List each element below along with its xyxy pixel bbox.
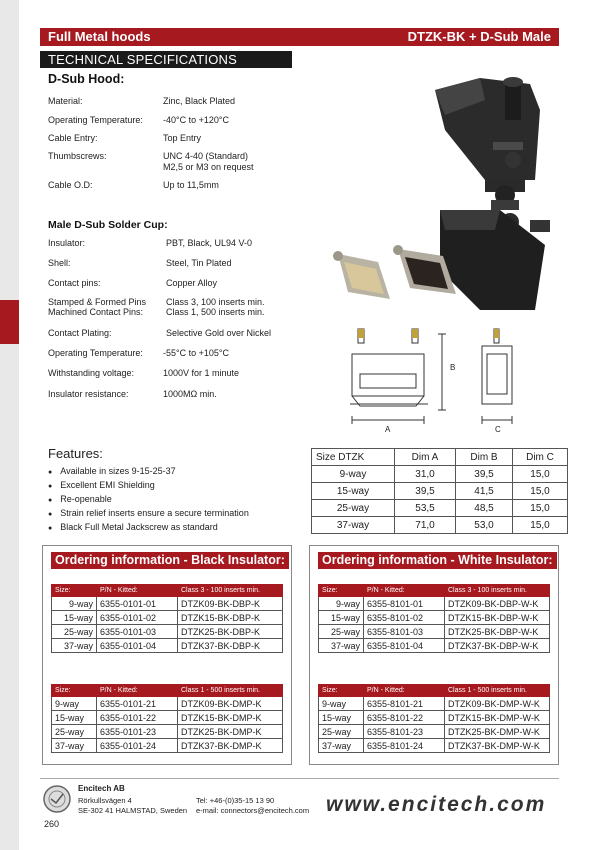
feature-item: ● Available in sizes 9-15-25-37 [48, 466, 176, 476]
table-row: 37-way 6355-8101-24 DTZK37-BK-DMP-W-K [319, 739, 550, 753]
feature-item: ● Re-openable [48, 494, 112, 504]
table-row: 15-way 6355-0101-22 DTZK15-BK-DMP-K [52, 711, 283, 725]
order-black-table-class1: Size: P/N - Kitted: Class 1 - 500 inserts min. 9-way 6355-0101-21 DTZK09-BK-DMP-K 15-way 6355-0101-22 DTZK15-BK-DMP-K 25-way 6355-0101-23 DTZK25-BK-DMP-K 37-way 6355-0101-24 DTZK37-BK-DMP-K [51, 684, 283, 753]
order-black-panel [42, 545, 292, 765]
dims-row: 15-way 39,5 41,5 15,0 [312, 483, 568, 500]
dims-row: 25-way 53,5 48,5 15,0 [312, 500, 568, 517]
solder-label-7: Insulator resistance: [48, 389, 129, 399]
side-tab [0, 300, 19, 344]
hood-label-3: Thumbscrews: [48, 151, 107, 161]
solder-label-1: Shell: [48, 258, 71, 268]
order-white-panel [309, 545, 559, 765]
solder-value-2: Copper Alloy [166, 278, 218, 288]
dims-header: Dim C [513, 449, 568, 466]
certification-seal-icon [42, 784, 72, 814]
table-row: 37-way 6355-0101-04 DTZK37-BK-DBP-K [52, 639, 283, 653]
dims-header: Dim A [395, 449, 456, 466]
side-strip [0, 0, 19, 850]
footer-email[interactable]: e-mail: connectors@encitech.com [196, 806, 310, 815]
hood-label-0: Material: [48, 96, 83, 106]
solder-value-4: Selective Gold over Nickel [166, 328, 272, 338]
dimension-drawing [342, 324, 522, 434]
connector-photo [328, 244, 463, 314]
feature-item: ● Black Full Metal Jackscrew as standard [48, 522, 218, 532]
table-row: 15-way 6355-8101-02 DTZK15-BK-DBP-W-K [319, 611, 550, 625]
page-number: 260 [44, 819, 60, 829]
hood-value-3: UNC 4-40 (Standard) [163, 151, 249, 161]
table-row: 25-way 6355-0101-23 DTZK25-BK-DMP-K [52, 725, 283, 739]
solder-label-2: Contact pins: [48, 278, 101, 288]
order-black-title: Ordering information - Black Insulator: [51, 552, 289, 569]
hood-value-0: Zinc, Black Plated [163, 96, 236, 106]
solder-value-5: -55°C to +105°C [163, 348, 229, 358]
hood-title: D-Sub Hood: [48, 72, 125, 86]
table-row: 9-way 6355-0101-21 DTZK09-BK-DMP-K [52, 697, 283, 711]
tech-spec-title: TECHNICAL SPECIFICATIONS [48, 52, 237, 67]
table-row: 25-way 6355-0101-03 DTZK25-BK-DBP-K [52, 625, 283, 639]
dims-row: 9-way 31,0 39,5 15,0 [312, 466, 568, 483]
solder-value-0: PBT, Black, UL94 V-0 [166, 238, 253, 248]
solder-label-0: Insulator: [48, 238, 86, 248]
solder-label-3: Stamped & Formed Pins [48, 297, 147, 307]
solder-value-3: Class 3, 100 inserts min. [166, 297, 265, 307]
table-row: 9-way 6355-8101-21 DTZK09-BK-DMP-W-K [319, 697, 550, 711]
header-left-title: Full Metal hoods [48, 29, 151, 44]
order-white-table-class3: Size: P/N - Kitted: Class 3 - 100 inserts min. 9-way 6355-8101-01 DTZK09-BK-DBP-W-K 15-way 6355-8101-02 DTZK15-BK-DBP-W-K 25-way 6355-8101-03 DTZK25-BK-DBP-W-K 37-way 6355-8101-04 DTZK37-BK-DBP-W-K [318, 584, 550, 653]
solder-value-7: 1000MΩ min. [163, 389, 217, 399]
solder-label-5: Operating Temperature: [48, 348, 143, 358]
solder-title: Male D-Sub Solder Cup: [48, 219, 168, 231]
dim-label-a: A [385, 425, 391, 434]
hood-value-3b: M2,5 or M3 on request [163, 162, 254, 172]
solder-value-1: Steel, Tin Plated [166, 258, 232, 268]
hood-label-2: Cable Entry: [48, 133, 98, 143]
hood-label-1: Operating Temperature: [48, 115, 143, 125]
footer-website[interactable]: www.encitech.com [326, 793, 547, 816]
header-right-title: DTZK-BK + D-Sub Male [407, 29, 551, 44]
table-row: 37-way 6355-8101-04 DTZK37-BK-DBP-W-K [319, 639, 550, 653]
dim-label-c: C [495, 425, 501, 434]
solder-label-3b: Machined Contact Pins: [48, 307, 144, 317]
solder-label-4: Contact Plating: [48, 328, 112, 338]
footer-tel: Tel: +46-(0)35-15 13 90 [196, 796, 275, 805]
order-white-title: Ordering information - White Insulator: [318, 552, 557, 569]
table-row: 15-way 6355-0101-02 DTZK15-BK-DBP-K [52, 611, 283, 625]
features-title: Features: [48, 446, 103, 461]
footer-city: SE-302 41 HALMSTAD, Sweden [78, 806, 188, 815]
features-list [48, 465, 298, 535]
hood-value-4: Up to 11,5mm [163, 180, 219, 190]
order-white-table-class1: Size: P/N - Kitted: Class 1 - 500 inserts min. 9-way 6355-8101-21 DTZK09-BK-DMP-W-K 15-way 6355-8101-22 DTZK15-BK-DMP-W-K 25-way 6355-8101-23 DTZK25-BK-DMP-W-K 37-way 6355-8101-24 DTZK37-BK-DMP-W-K [318, 684, 550, 753]
hood-value-2: Top Entry [163, 133, 202, 143]
feature-item: ● Excellent EMI Shielding [48, 480, 155, 490]
dims-row: 37-way 71,0 53,0 15,0 [312, 517, 568, 534]
table-row: 25-way 6355-8101-23 DTZK25-BK-DMP-W-K [319, 725, 550, 739]
feature-item: ● Strain relief inserts ensure a secure termination [48, 508, 249, 518]
table-row: 9-way 6355-0101-01 DTZK09-BK-DBP-K [52, 597, 283, 611]
table-row: 25-way 6355-8101-03 DTZK25-BK-DBP-W-K [319, 625, 550, 639]
footer-street: Rörkullsvägen 4 [78, 796, 132, 805]
hood-label-4: Cable O.D: [48, 180, 93, 190]
hood-value-1: -40°C to +120°C [163, 115, 229, 125]
dims-header: Dim B [456, 449, 513, 466]
dimensions-table [311, 448, 568, 534]
solder-label-6: Withstanding voltage: [48, 368, 135, 378]
tech-spec-bar [40, 51, 292, 68]
table-row: 9-way 6355-8101-01 DTZK09-BK-DBP-W-K [319, 597, 550, 611]
solder-value-3b: Class 1, 500 inserts min. [166, 307, 265, 317]
solder-value-6: 1000V for 1 minute [163, 368, 240, 378]
order-black-table-class3: Size: P/N - Kitted: Class 3 - 100 inserts min. 9-way 6355-0101-01 DTZK09-BK-DBP-K 15-way 6355-0101-02 DTZK15-BK-DBP-K 25-way 6355-0101-03 DTZK25-BK-DBP-K 37-way 6355-0101-04 DTZK37-BK-DBP-K [51, 584, 283, 653]
dim-label-b: B [450, 363, 456, 372]
table-row: 15-way 6355-8101-22 DTZK15-BK-DMP-W-K [319, 711, 550, 725]
dims-header: Size DTZK [312, 449, 395, 466]
footer-company: Encitech AB [78, 784, 125, 793]
footer-divider [40, 778, 559, 779]
table-row: 37-way 6355-0101-24 DTZK37-BK-DMP-K [52, 739, 283, 753]
header-bar [40, 28, 559, 46]
